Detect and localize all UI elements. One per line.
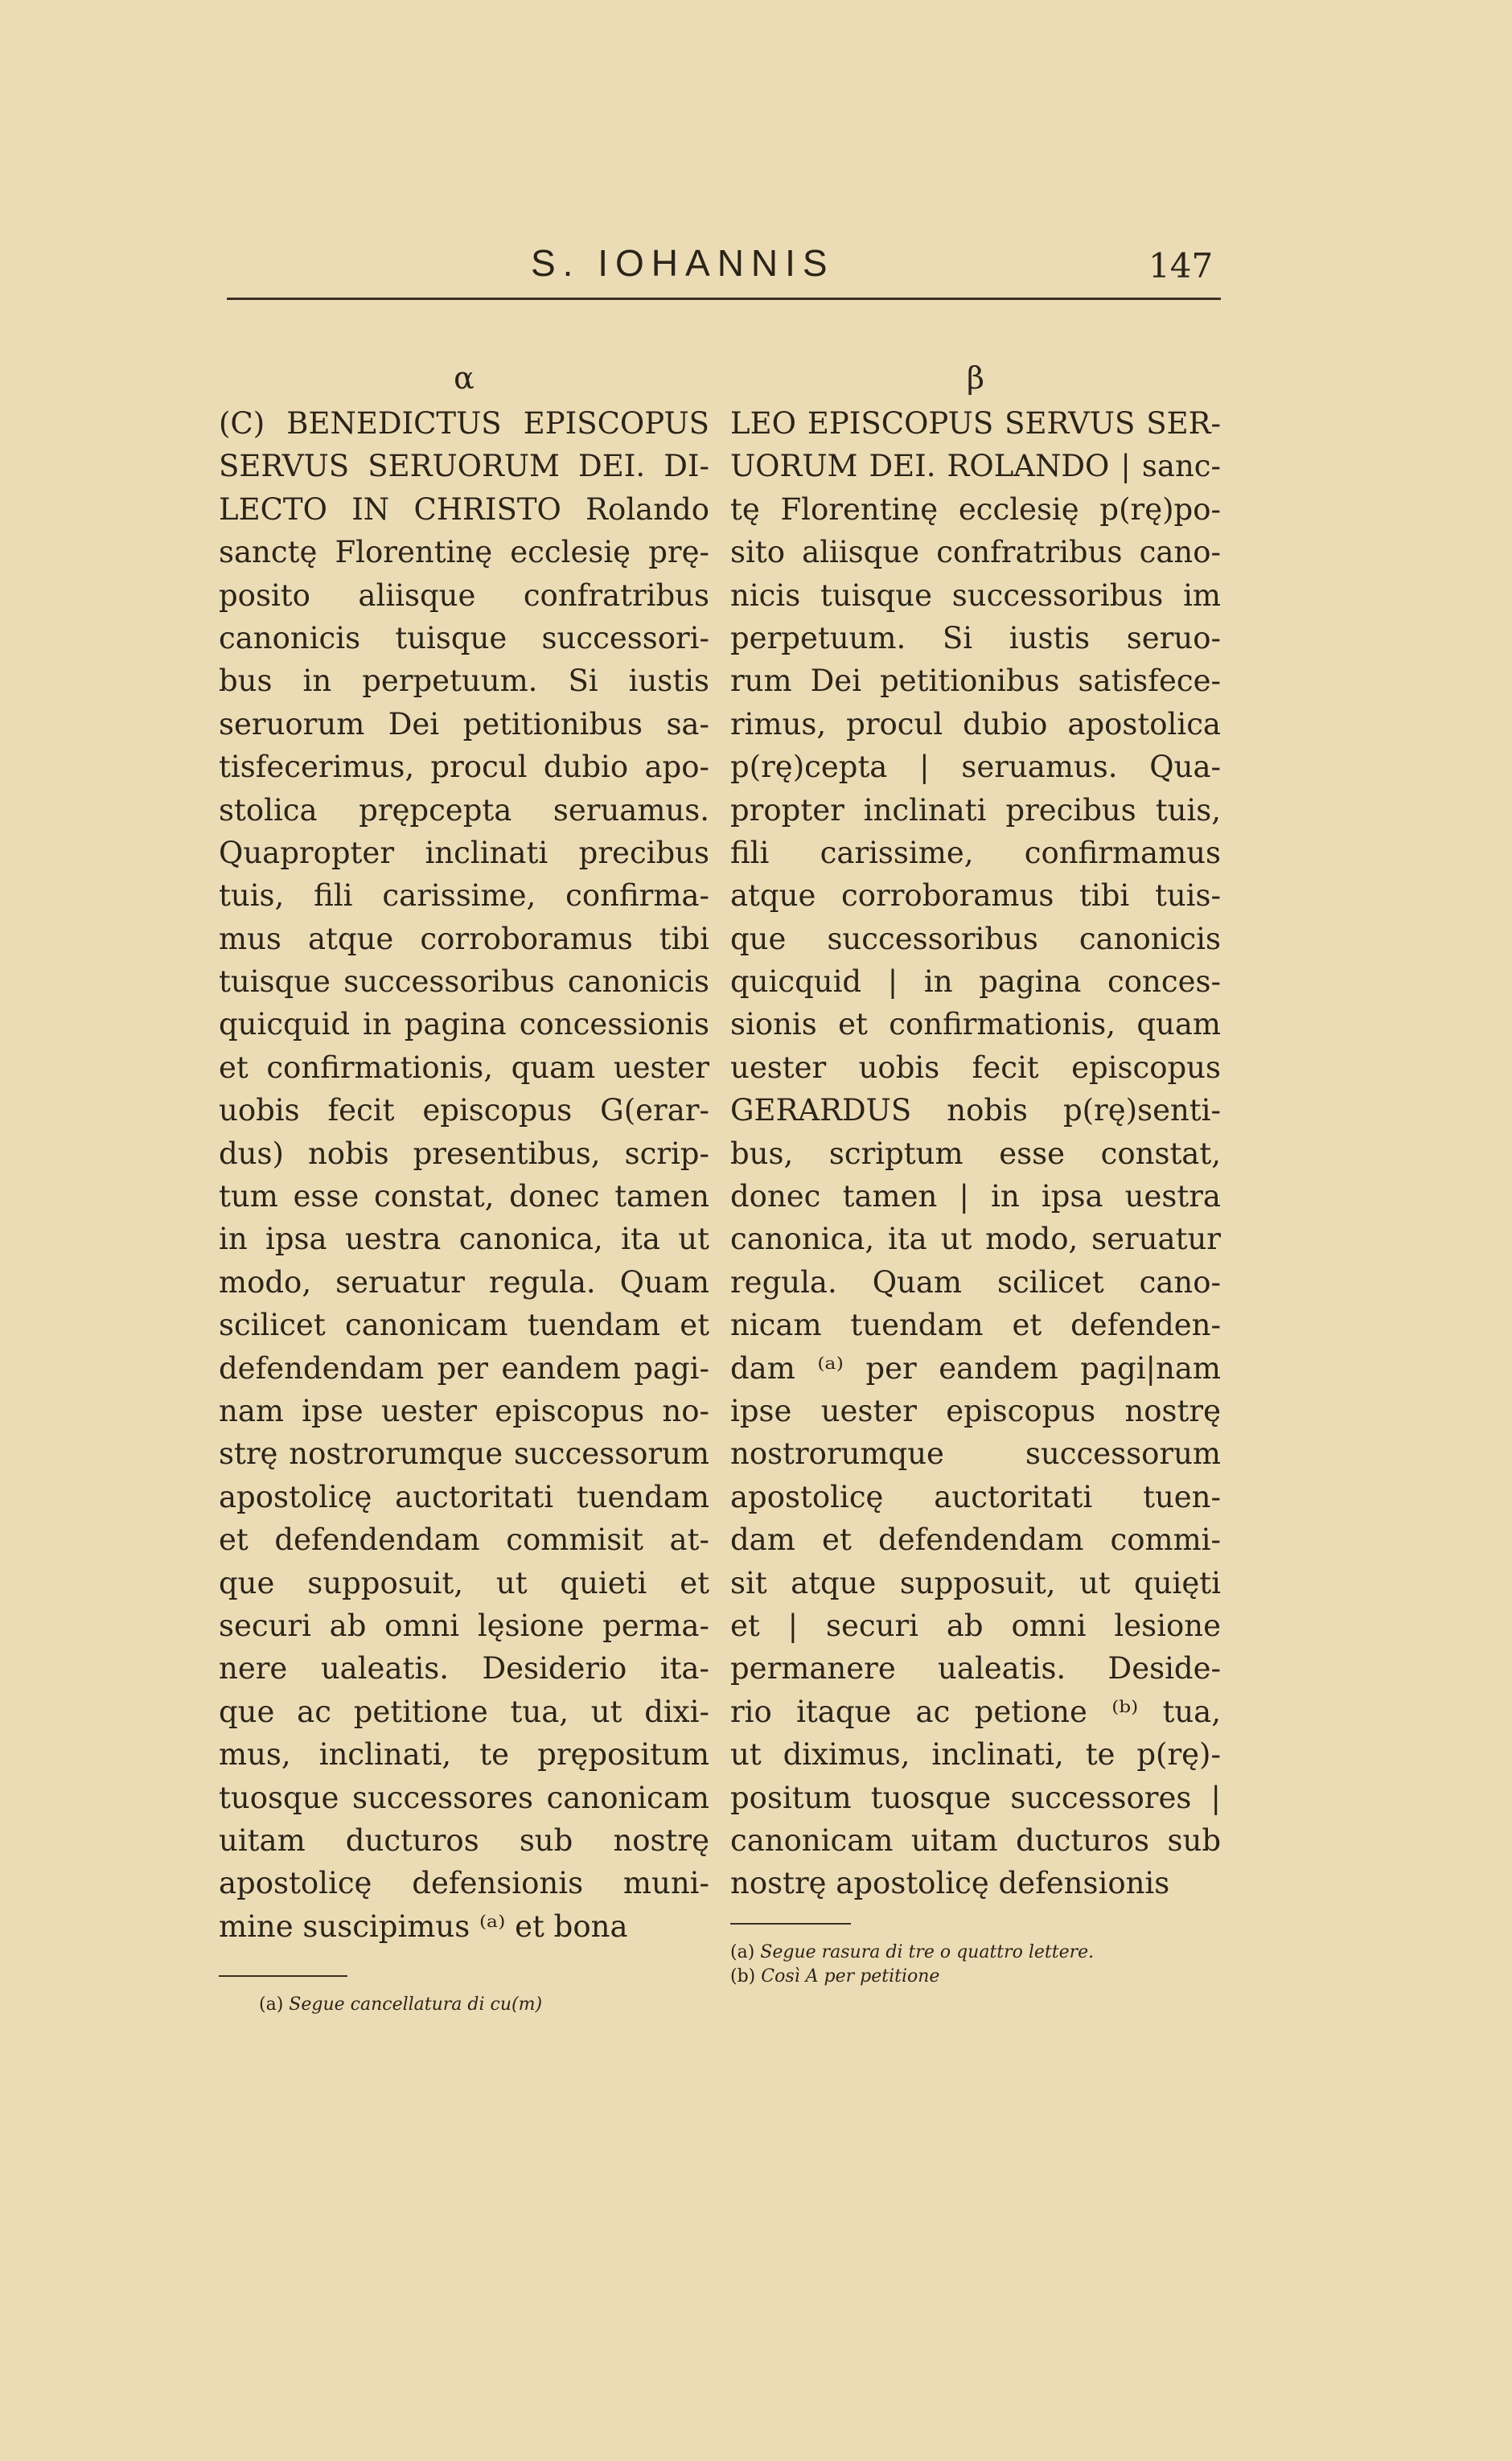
text-line: perpetuum. Si iustis seruo- — [730, 620, 1221, 655]
text-line: bus, scriptum esse constat, — [730, 1136, 1221, 1171]
text-line: propter inclinati precibus tuis, — [730, 792, 1221, 828]
text-line: tum esse constat, donec tamen — [219, 1179, 709, 1214]
text-line: uobis fecit episcopus G(erar- — [219, 1093, 709, 1128]
text-line: SERVUS SERUORUM DEI. DI- — [219, 449, 709, 484]
text-line: atque corroboramus tibi tuis- — [730, 878, 1221, 914]
footnote-mark: (a) — [730, 1941, 761, 1962]
text-line: canonicam uitam ducturos sub — [730, 1822, 1221, 1858]
text-line: LEO EPISCOPUS SERVUS SER- — [730, 406, 1221, 441]
text-line: ipse uester episcopus nostrę — [730, 1393, 1221, 1428]
page-number: 147 — [1148, 246, 1214, 286]
text-line: scilicet canonicam tuendam et — [219, 1308, 709, 1343]
footnote — [730, 1941, 1221, 1965]
text-line: Quapropter inclinati precibus — [219, 835, 709, 870]
text-line: nam ipse uester episcopus no- — [219, 1393, 709, 1428]
text-line: in ipsa uestra canonica, ita ut — [219, 1222, 709, 1257]
text-line: apostolicę auctoritati tuen- — [730, 1479, 1221, 1514]
text-line: bus in perpetuum. Si iustis — [219, 664, 709, 699]
text-line: p(rę)cepta | seruamus. Qua- — [730, 750, 1221, 785]
text-line: donec tamen | in ipsa uestra — [730, 1179, 1221, 1214]
text-line: sito aliisque confratribus cano- — [730, 535, 1221, 570]
footnote-mark: (a) — [259, 1995, 290, 2015]
text-line: nostrę apostolicę defensionis — [730, 1866, 1170, 1901]
text-line: apostolicę defensionis muni- — [219, 1866, 709, 1901]
text-line: dam et defendendam commi- — [730, 1522, 1221, 1558]
text-line: que ac petitione tua, ut dixi- — [219, 1694, 709, 1729]
text-line: canonicis tuisque successori- — [219, 620, 709, 655]
text-line: fili carissime, confirmamus — [730, 835, 1221, 870]
text-line: et | securi ab omni lesione — [730, 1608, 1221, 1643]
text-line: (C) BENEDICTUS EPISCOPUS — [219, 406, 709, 441]
column-siglum: β — [967, 360, 984, 396]
text-line: seruorum Dei petitionibus sa- — [219, 706, 709, 742]
text-line: sionis et confirmationis, quam — [730, 1007, 1221, 1042]
text-line: quicquid | in pagina conces- — [730, 964, 1221, 1000]
text-line: ut diximus, inclinati, te p(rę)- — [730, 1737, 1221, 1773]
text-line: rio itaque ac petione ⁽ᵇ⁾ tua, — [730, 1694, 1221, 1729]
text-line: rimus, procul dubio apostolica — [730, 706, 1221, 742]
footnote — [259, 1993, 709, 2017]
text-line: que supposuit, ut quieti et — [219, 1565, 709, 1600]
text-line: mus, inclinati, te prępositum — [219, 1737, 709, 1773]
text-line: uester uobis fecit episcopus — [730, 1050, 1221, 1085]
text-line: apostolicę auctoritati tuendam — [219, 1479, 709, 1514]
column-text — [730, 402, 1221, 1905]
text-line: nere ualeatis. Desiderio ita- — [219, 1651, 709, 1687]
header-rule — [227, 298, 1221, 300]
footnotes — [259, 1993, 709, 2017]
text-line: defendendam per eandem pagi- — [219, 1350, 709, 1386]
text-line: LECTO IN CHRISTO Rolando — [219, 491, 709, 527]
text-line: nicam tuendam et defenden- — [730, 1308, 1221, 1343]
footnote-text: Segue rasura di tre o quattro lettere. — [760, 1941, 1095, 1962]
text-line: rum Dei petitionibus satisfece- — [730, 664, 1221, 699]
text-line: permanere ualeatis. Deside- — [730, 1651, 1221, 1687]
text-line: positum tuosque successores | — [730, 1780, 1221, 1815]
text-line: strę nostrorumque successorum — [219, 1436, 709, 1472]
text-line: nostrorumque successorum — [730, 1436, 1221, 1472]
running-title: S. IOHANNIS — [531, 242, 835, 284]
footnote-rule — [730, 1923, 851, 1925]
text-line: GERARDUS nobis p(rę)senti- — [730, 1093, 1221, 1128]
column-text — [219, 402, 709, 1948]
text-line: modo, seruatur regula. Quam — [219, 1264, 709, 1300]
text-line: uitam ducturos sub nostrę — [219, 1822, 709, 1858]
column-siglum: α — [454, 360, 475, 396]
text-line: et defendendam commisit at- — [219, 1522, 709, 1558]
text-line: nicis tuisque successoribus im — [730, 577, 1221, 613]
column-beta — [730, 354, 1221, 1989]
text-line: tę Florentinę ecclesię p(rę)po- — [730, 491, 1221, 527]
footnote-mark: (b) — [730, 1966, 762, 1986]
text-line: stolica prępcepta seruamus. — [219, 792, 709, 828]
text-line: dam ⁽ᵃ⁾ per eandem pagi|nam — [730, 1350, 1221, 1386]
text-line: et confirmationis, quam uester — [219, 1050, 709, 1085]
text-line: UORUM DEI. ROLANDO | sanc- — [730, 449, 1221, 484]
text-line: securi ab omni lęsione perma- — [219, 1608, 709, 1643]
text-line: tuosque successores canonicam — [219, 1780, 709, 1815]
text-line: posito aliisque confratribus — [219, 577, 709, 613]
text-line: mus atque corroboramus tibi — [219, 921, 709, 956]
text-line: que successoribus canonicis — [730, 921, 1221, 956]
text-line: quicquid in pagina concessionis — [219, 1007, 709, 1042]
text-line: dus) nobis presentibus, scrip- — [219, 1136, 709, 1171]
text-line: canonica, ita ut modo, seruatur — [730, 1222, 1221, 1257]
footnotes — [730, 1941, 1221, 1989]
footnote — [730, 1965, 1221, 1989]
text-line: mine suscipimus ⁽ᵃ⁾ et bona — [219, 1908, 628, 1944]
footnote-rule — [219, 1975, 347, 1977]
column-alpha — [219, 354, 709, 2017]
text-line: tisfecerimus, procul dubio apo- — [219, 750, 709, 785]
text-line: regula. Quam scilicet cano- — [730, 1264, 1221, 1300]
footnote-text: Così A per petitione — [761, 1966, 940, 1986]
footnote-text: Segue cancellatura di cu(m) — [289, 1995, 543, 2015]
text-line: tuisque successoribus canonicis — [219, 964, 709, 1000]
text-line: sanctę Florentinę ecclesię prę- — [219, 535, 709, 570]
text-line: sit atque supposuit, ut quięti — [730, 1565, 1221, 1600]
text-line: tuis, fili carissime, confirma- — [219, 878, 709, 914]
